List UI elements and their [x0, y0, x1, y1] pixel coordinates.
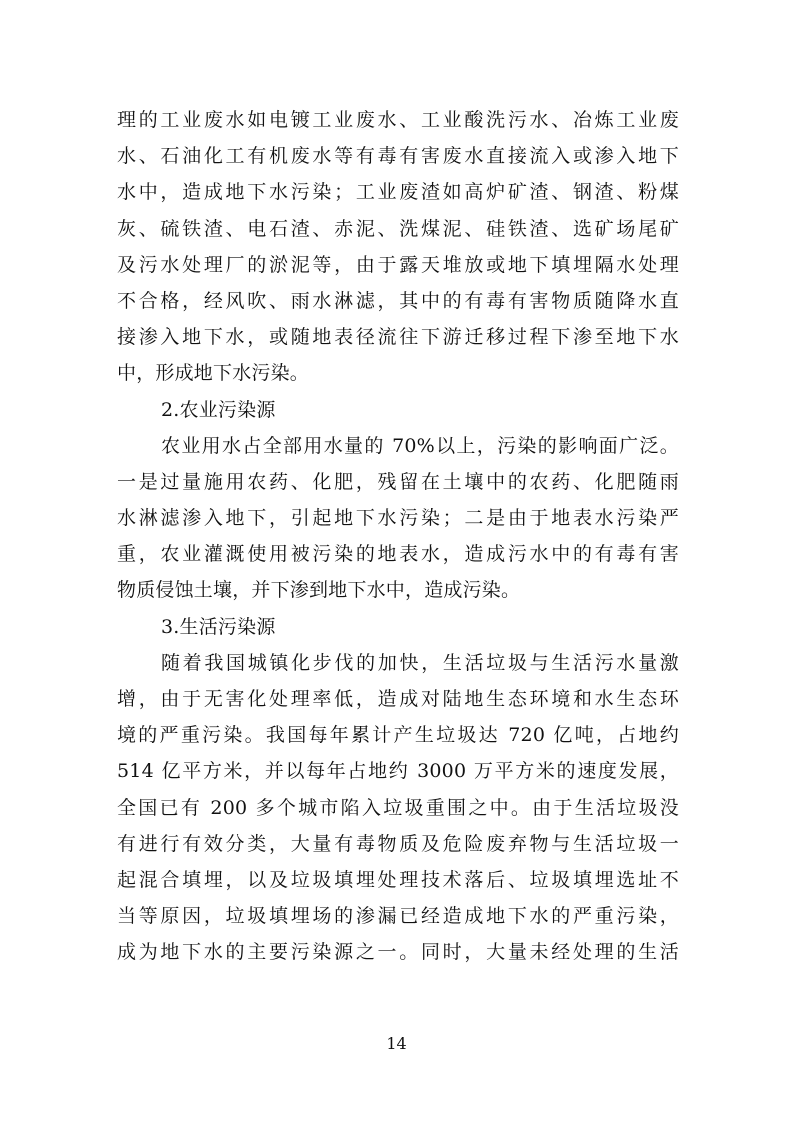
- text-line-14: 物质侵蚀土壤，并下渗到地下水中，造成污染。: [117, 579, 521, 602]
- text-line-18: 境的严重污染。我国每年累计产生垃圾达 720 亿吨，占地约: [117, 724, 679, 747]
- text-line-22: 起混合填埋，以及垃圾填埋处理技术落后、垃圾填埋选址不: [117, 868, 679, 891]
- text-line-3: 水中，造成地下水污染；工业废渣如高炉矿渣、钢渣、粉煤: [117, 181, 679, 204]
- text-line-8: 中，形成地下水污染。: [117, 362, 310, 385]
- text-line-6: 不合格，经风吹、雨水淋滤，其中的有毒有害物质随降水直: [117, 289, 679, 312]
- text-line-1: 理的工业废水如电镀工业废水、工业酸洗污水、冶炼工业废: [117, 109, 679, 131]
- text-line-7: 接渗入地下水，或随地表径流往下游迁移过程下渗至地下水: [117, 326, 679, 349]
- text-line-24: 成为地下水的主要污染源之一。同时，大量未经处理的生活: [117, 941, 679, 964]
- text-line-4: 灰、硫铁渣、电石渣、赤泥、洗煤泥、硅铁渣、选矿场尾矿: [117, 217, 679, 240]
- text-line-17: 增，由于无害化处理率低，造成对陆地生态环境和水生态环: [117, 688, 679, 710]
- section-heading-agriculture: 2.农业污染源: [161, 398, 276, 421]
- text-line-23: 当等原因，垃圾填埋场的渗漏已经造成地下水的严重污染，: [117, 905, 679, 928]
- text-line-2: 水、石油化工有机废水等有毒有害废水直接流入或渗入地下: [117, 145, 679, 168]
- text-line-5: 及污水处理厂的淤泥等，由于露天堆放或地下填埋隔水处理: [117, 253, 679, 276]
- section-heading-domestic: 3.生活污染源: [161, 615, 276, 638]
- text-line-13: 重，农业灌溉使用被污染的地表水，造成污水中的有毒有害: [117, 543, 679, 566]
- text-line-16: 随着我国城镇化步伐的加快，生活垃圾与生活污水量激: [161, 651, 679, 674]
- page-number: 14: [386, 1034, 407, 1053]
- body-text: [117, 102, 679, 971]
- text-line-19: 514 亿平方米，并以每年占地约 3000 万平方米的速度发展，: [117, 760, 679, 783]
- text-line-21: 有进行有效分类，大量有毒物质及危险废弃物与生活垃圾一: [117, 832, 679, 855]
- text-line-20: 全国已有 200 多个城市陷入垃圾重围之中。由于生活垃圾没: [117, 796, 679, 819]
- text-line-12: 水淋滤渗入地下，引起地下水污染；二是由于地表水污染严: [117, 507, 679, 530]
- text-line-11: 一是过量施用农药、化肥，残留在土壤中的农药、化肥随雨: [117, 470, 679, 493]
- text-line-10: 农业用水占全部用水量的 70%以上，污染的影响面广泛。: [161, 434, 679, 457]
